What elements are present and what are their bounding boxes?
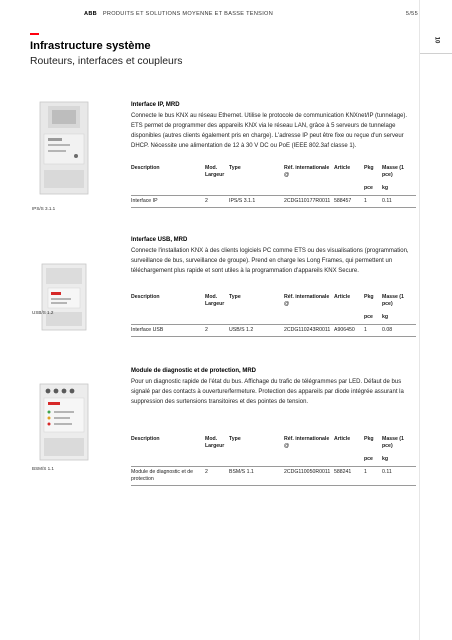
cell-mod: 2	[205, 196, 229, 208]
col-mod: Mod. Largeur	[205, 294, 225, 307]
product-label: BSM/S 1.1	[32, 466, 54, 471]
cell-ref: 2CDG110177R0011	[284, 196, 334, 208]
col-description: Description	[131, 436, 160, 442]
spec-table-usb	[131, 293, 416, 337]
cell-type: BSM/S 1.1	[229, 467, 284, 486]
table-row	[131, 467, 416, 486]
usb-interface-image	[34, 262, 94, 332]
cell-mod: 2	[205, 325, 229, 337]
unit-masse: kg	[382, 183, 416, 196]
chapter-tab[interactable]	[420, 26, 452, 54]
col-mod: Mod. Largeur	[205, 436, 225, 449]
diagnostic-module-image	[34, 382, 94, 462]
cell-article: 588241	[334, 467, 364, 486]
spec-table-diagnostic	[131, 435, 416, 486]
product-label: IPS/S 3.1.1	[32, 206, 56, 211]
col-description: Description	[131, 294, 160, 300]
table-row	[131, 325, 416, 337]
cell-pkg: 1	[364, 325, 382, 337]
col-pkg: Pkg	[364, 165, 374, 171]
cell-description: Interface USB	[131, 325, 205, 337]
cell-description: Module de diagnostic et de protection	[131, 467, 205, 486]
section-content	[131, 237, 417, 276]
brand-logo: ABB	[84, 11, 98, 17]
section-title: Module de diagnostic et de protection, MRD	[131, 368, 257, 374]
cell-masse: 0.11	[382, 196, 416, 208]
section-title: Interface USB, MRD	[131, 237, 188, 243]
col-masse: Masse (1 pce)	[382, 436, 404, 449]
ip-interface-image	[34, 98, 94, 198]
col-type: Type	[229, 294, 241, 300]
header-subtitle: PRODUITS ET SOLUTIONS MOYENNE ET BASSE TENSION	[102, 11, 274, 17]
cell-article: 588457	[334, 196, 364, 208]
unit-masse: kg	[382, 312, 416, 325]
col-description: Description	[131, 165, 160, 171]
col-type: Type	[229, 436, 241, 442]
chapter-tab-label: 10	[433, 36, 439, 43]
unit-masse: kg	[382, 454, 416, 467]
unit-pkg: pce	[364, 183, 382, 196]
section-description: Connecte l'installation KNX à des clients logiciels PC comme ETS ou des visualisations (programmation, surveillance de bus, surveillance de groupe). Prend en charge les Long Frames, qui permettent un téléchargement plus rapide et sont utiles à la programmation d'appareils KNX Secure.	[131, 248, 409, 274]
cell-pkg: 1	[364, 196, 382, 208]
section-description: Connecte le bus KNX au réseau Ethernet. Utilise le protocole de communication KNXnet/IP (tunnelage). ETS permet de programmer des appareils KNX via le réseau LAN, grâce à 5 serveurs de tunnelage disponibles (autres clients également pris en charge). L'adresse IP peut être fixe ou reçue d'un serveur DHCP. Nécessite une alimentation de 12 à 30 V DC ou PoE (IEEE 802.3af classe 1).	[131, 113, 408, 149]
col-mod: Mod. Largeur	[205, 165, 225, 178]
page-subtitle: Routeurs, interfaces et coupleurs	[30, 56, 183, 67]
col-pkg: Pkg	[364, 294, 374, 300]
col-masse: Masse (1 pce)	[382, 294, 404, 307]
spec-table-ip	[131, 164, 416, 208]
col-pkg: Pkg	[364, 436, 374, 442]
cell-type: USB/S 1.2	[229, 325, 284, 337]
cell-mod: 2	[205, 467, 229, 486]
col-ref: Réf. internationale @	[284, 436, 330, 449]
product-label: USB/S 1.2	[32, 310, 54, 315]
section-content	[131, 368, 417, 407]
page-number: 5/55	[405, 11, 418, 17]
cell-ref: 2CDG110050R0011	[284, 467, 334, 486]
table-row	[131, 196, 416, 208]
col-ref: Réf. internationale @	[284, 294, 330, 307]
cell-masse: 0.08	[382, 325, 416, 337]
cell-pkg: 1	[364, 467, 382, 486]
cell-description: Interface IP	[131, 196, 205, 208]
unit-pkg: pce	[364, 312, 382, 325]
page-title: Infrastructure système	[30, 40, 151, 52]
col-article: Article	[334, 294, 351, 300]
cell-article: A906450	[334, 325, 364, 337]
cell-masse: 0.11	[382, 467, 416, 486]
col-ref: Réf. internationale @	[284, 165, 330, 178]
col-article: Article	[334, 436, 351, 442]
col-article: Article	[334, 165, 351, 171]
header-left	[84, 11, 273, 17]
title-accent-bar	[30, 33, 39, 35]
cell-ref: 2CDG110243R0011	[284, 325, 334, 337]
page-header	[84, 11, 418, 17]
section-description: Pour un diagnostic rapide de l'état du bus. Affichage du trafic de télégrammes par LED. Défaut de bus signalé par des contacts à ouverture/fermeture. Protection des appareils par diode intégrée assurant la suppression des surtensions transitoires et des pointes de tension.	[131, 379, 404, 405]
unit-pkg: pce	[364, 454, 382, 467]
section-title: Interface IP, MRD	[131, 102, 180, 108]
col-type: Type	[229, 165, 241, 171]
col-masse: Masse (1 pce)	[382, 165, 404, 178]
side-divider	[419, 0, 420, 640]
cell-type: IPS/S 3.1.1	[229, 196, 284, 208]
section-content	[131, 102, 417, 151]
